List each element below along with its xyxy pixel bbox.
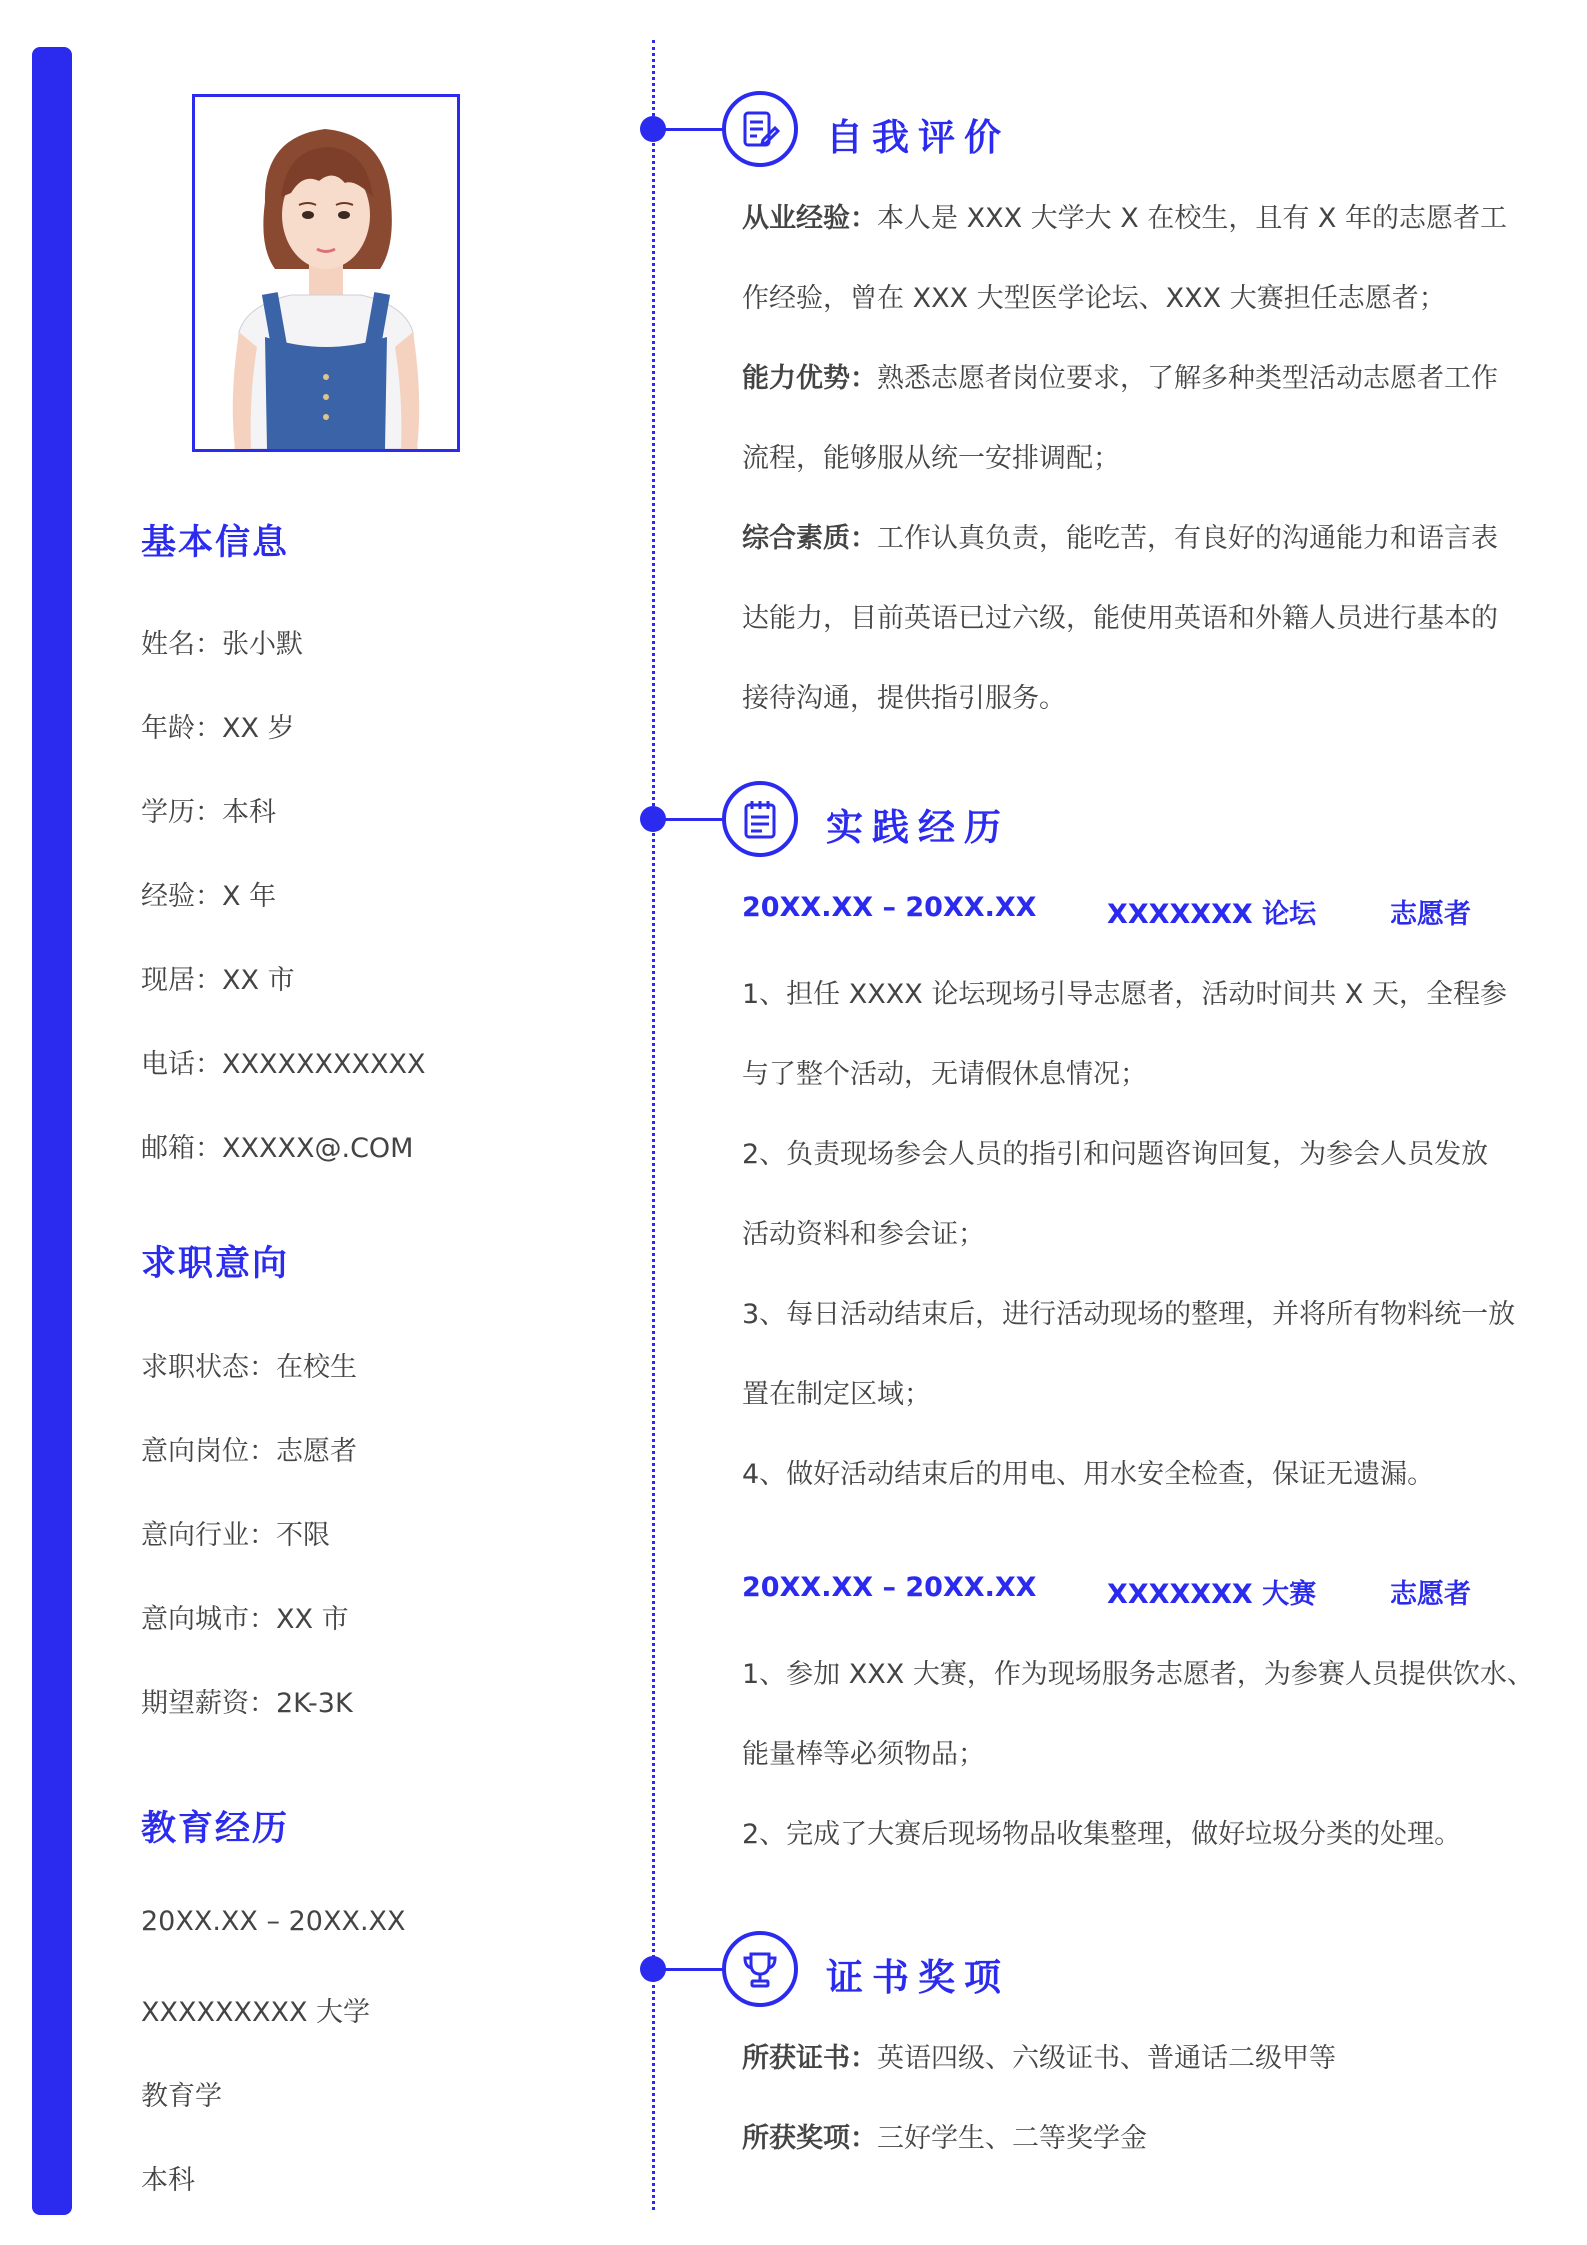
info-phone: 电话：XXXXXXXXXXX (141, 1049, 426, 1080)
exp-org: XXXXXXX 大赛 (1107, 1579, 1317, 1610)
education-title: 教育经历 (141, 1809, 290, 1849)
intent-position: 意向岗位：志愿者 (141, 1436, 357, 1467)
exp-line: 活动资料和参会证； (742, 1219, 985, 1250)
exp-line: 4、做好活动结束后的用电、用水安全检查，保证无遗漏。 (742, 1459, 1435, 1490)
info-experience: 经验：X 年 (141, 881, 277, 912)
exp-line: 能量棒等必须物品； (742, 1739, 985, 1770)
practice-title: 实践经历 (826, 806, 1010, 849)
timeline-connector (660, 818, 724, 821)
awards-line: 所获奖项：三好学生、二等奖学金 (742, 2123, 1147, 2154)
info-age: 年龄：XX 岁 (141, 713, 295, 744)
awards-line: 所获证书：英语四级、六级证书、普通话二级甲等 (742, 2043, 1336, 2074)
exp-line: 1、担任 XXXX 论坛现场引导志愿者，活动时间共 X 天，全程参 (742, 979, 1507, 1010)
self-eval-title: 自我评价 (826, 116, 1010, 159)
basic-info-title: 基本信息 (141, 523, 290, 563)
exp-line: 2、完成了大赛后现场物品收集整理，做好垃圾分类的处理。 (742, 1819, 1462, 1850)
intent-salary: 期望薪资：2K-3K (141, 1688, 353, 1719)
edu-date: 20XX.XX – 20XX.XX (141, 1906, 406, 1937)
exp-role: 志愿者 (1390, 899, 1471, 930)
exp-role: 志愿者 (1390, 1579, 1471, 1610)
info-name: 姓名：张小默 (141, 629, 303, 660)
exp-date: 20XX.XX – 20XX.XX (742, 892, 1037, 923)
awards-title: 证书奖项 (826, 1956, 1010, 1999)
exp-org: XXXXXXX 论坛 (1107, 899, 1317, 930)
timeline-connector (660, 128, 724, 131)
info-degree: 学历：本科 (141, 797, 276, 828)
exp-line: 置在制定区域； (742, 1379, 931, 1410)
timeline-connector (660, 1968, 724, 1971)
self-eval-line: 接待沟通，提供指引服务。 (742, 683, 1066, 714)
edu-major: 教育学 (141, 2081, 222, 2112)
self-eval-line: 流程，能够服从统一安排调配； (742, 443, 1120, 474)
intent-industry: 意向行业：不限 (141, 1520, 330, 1551)
edu-school: XXXXXXXXX 大学 (141, 1997, 371, 2028)
info-residence: 现居：XX 市 (141, 965, 295, 996)
self-eval-line: 从业经验：本人是 XXX 大学大 X 在校生，且有 X 年的志愿者工 (742, 203, 1507, 234)
self-eval-line: 综合素质：工作认真负责，能吃苦，有良好的沟通能力和语言表 (742, 523, 1498, 554)
job-intent-title: 求职意向 (141, 1244, 290, 1284)
info-email: 邮箱：XXXXX@.COM (141, 1133, 414, 1164)
self-eval-line: 能力优势：熟悉志愿者岗位要求，了解多种类型活动志愿者工作 (742, 363, 1498, 394)
self-eval-line: 达能力，目前英语已过六级，能使用英语和外籍人员进行基本的 (742, 603, 1498, 634)
exp-line: 1、参加 XXX 大赛，作为现场服务志愿者，为参赛人员提供饮水、 (742, 1659, 1534, 1690)
intent-city: 意向城市：XX 市 (141, 1604, 349, 1635)
avatar-illustration (195, 97, 457, 449)
profile-photo (192, 94, 460, 452)
trophy-icon (722, 1931, 798, 2007)
notepad-icon (722, 781, 798, 857)
timeline-dotted-line (652, 40, 655, 2210)
intent-status: 求职状态：在校生 (141, 1352, 357, 1383)
edu-degree: 本科 (141, 2165, 195, 2196)
exp-date: 20XX.XX – 20XX.XX (742, 1572, 1037, 1603)
exp-line: 与了整个活动，无请假休息情况； (742, 1059, 1147, 1090)
edit-document-icon (722, 91, 798, 167)
left-accent-bar (32, 47, 72, 2215)
exp-line: 2、负责现场参会人员的指引和问题咨询回复，为参会人员发放 (742, 1139, 1489, 1170)
self-eval-line: 作经验，曾在 XXX 大型医学论坛、XXX 大赛担任志愿者； (742, 283, 1446, 314)
exp-line: 3、每日活动结束后，进行活动现场的整理，并将所有物料统一放 (742, 1299, 1516, 1330)
